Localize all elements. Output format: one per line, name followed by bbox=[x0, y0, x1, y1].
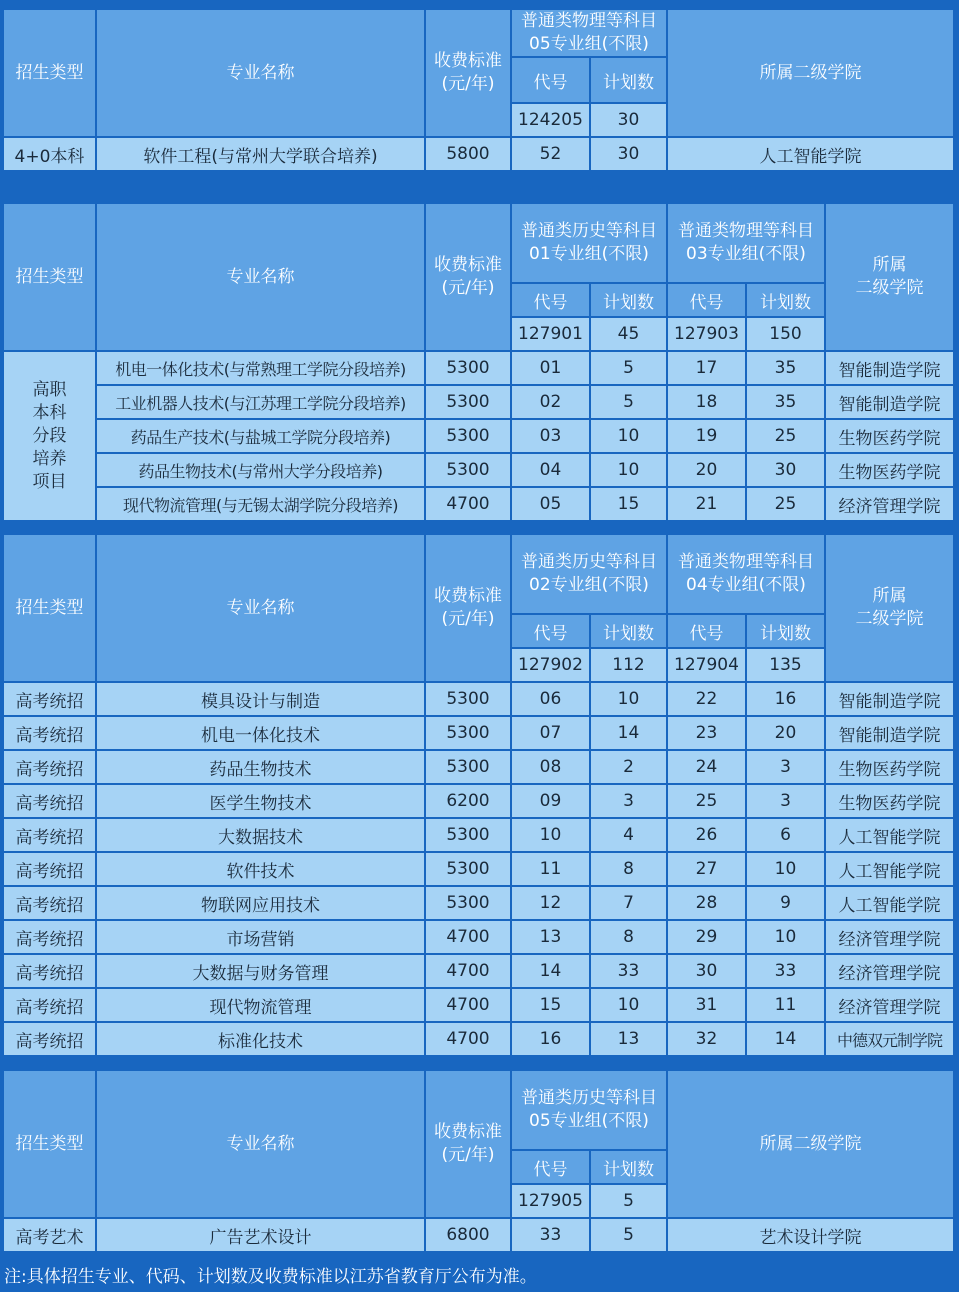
row-code: 27 bbox=[667, 852, 746, 886]
table-row bbox=[3, 385, 954, 419]
plan-table bbox=[2, 8, 955, 172]
row-fee: 5300 bbox=[425, 453, 511, 487]
row-plan: 30 bbox=[746, 453, 825, 487]
row-name: 药品生物技术(与常州大学分段培养) bbox=[96, 453, 425, 487]
row-name: 大数据与财务管理 bbox=[96, 954, 425, 988]
group-title: 普通类物理等科目 05专业组(不限) bbox=[511, 9, 667, 57]
row-plan: 9 bbox=[746, 886, 825, 920]
row-type: 高考统招 bbox=[3, 954, 96, 988]
table-row bbox=[3, 487, 954, 521]
row-plan: 3 bbox=[746, 784, 825, 818]
row-plan: 16 bbox=[746, 682, 825, 716]
table-row bbox=[3, 137, 954, 171]
row-code: 19 bbox=[667, 419, 746, 453]
row-code: 33 bbox=[511, 1218, 590, 1252]
row-fee: 5300 bbox=[425, 419, 511, 453]
row-plan: 10 bbox=[590, 988, 667, 1022]
row-fee: 6800 bbox=[425, 1218, 511, 1252]
row-type: 高考统招 bbox=[3, 920, 96, 954]
row-name: 广告艺术设计 bbox=[96, 1218, 425, 1252]
row-college: 智能制造学院 bbox=[825, 351, 954, 385]
row-college: 人工智能学院 bbox=[667, 137, 954, 171]
row-college: 经济管理学院 bbox=[825, 920, 954, 954]
row-plan: 5 bbox=[590, 351, 667, 385]
row-fee: 5800 bbox=[425, 137, 511, 171]
row-type: 高考统招 bbox=[3, 784, 96, 818]
row-plan: 3 bbox=[590, 784, 667, 818]
row-college: 经济管理学院 bbox=[825, 988, 954, 1022]
row-college: 经济管理学院 bbox=[825, 954, 954, 988]
group-code: 127902 bbox=[511, 648, 590, 682]
header-name: 专业名称 bbox=[96, 534, 425, 682]
row-plan: 33 bbox=[746, 954, 825, 988]
row-college: 生物医药学院 bbox=[825, 453, 954, 487]
row-name: 市场营销 bbox=[96, 920, 425, 954]
group-code: 127904 bbox=[667, 648, 746, 682]
row-plan: 35 bbox=[746, 385, 825, 419]
row-code: 05 bbox=[511, 487, 590, 521]
row-name: 药品生产技术(与盐城工学院分段培养) bbox=[96, 419, 425, 453]
row-code: 21 bbox=[667, 487, 746, 521]
table-row bbox=[3, 988, 954, 1022]
row-plan: 3 bbox=[746, 750, 825, 784]
table-row bbox=[3, 818, 954, 852]
row-type: 高考艺术 bbox=[3, 1218, 96, 1252]
row-code: 24 bbox=[667, 750, 746, 784]
table-row bbox=[3, 784, 954, 818]
header-plan: 计划数 bbox=[590, 614, 667, 648]
plan-table bbox=[2, 1069, 955, 1253]
row-plan: 5 bbox=[590, 385, 667, 419]
row-code: 11 bbox=[511, 852, 590, 886]
header-plan: 计划数 bbox=[590, 1150, 667, 1184]
table-row bbox=[3, 453, 954, 487]
row-fee: 4700 bbox=[425, 1022, 511, 1056]
table-row bbox=[3, 351, 954, 385]
row-college: 经济管理学院 bbox=[825, 487, 954, 521]
row-code: 02 bbox=[511, 385, 590, 419]
header-code: 代号 bbox=[511, 57, 590, 103]
row-name: 现代物流管理 bbox=[96, 988, 425, 1022]
row-name: 机电一体化技术 bbox=[96, 716, 425, 750]
row-college: 智能制造学院 bbox=[825, 385, 954, 419]
row-type: 高考统招 bbox=[3, 852, 96, 886]
row-code: 13 bbox=[511, 920, 590, 954]
row-plan: 10 bbox=[746, 852, 825, 886]
row-name: 软件工程(与常州大学联合培养) bbox=[96, 137, 425, 171]
group-plan: 150 bbox=[746, 317, 825, 351]
footnote: 注:具体招生专业、代码、计划数及收费标准以江苏省教育厅公布为准。 bbox=[4, 1267, 537, 1287]
row-type: 高职 本科 分段 培养 项目 bbox=[3, 351, 96, 521]
row-name: 大数据技术 bbox=[96, 818, 425, 852]
row-code: 20 bbox=[667, 453, 746, 487]
row-name: 物联网应用技术 bbox=[96, 886, 425, 920]
row-type: 高考统招 bbox=[3, 750, 96, 784]
group-code: 127905 bbox=[511, 1184, 590, 1218]
row-plan: 35 bbox=[746, 351, 825, 385]
row-type: 高考统招 bbox=[3, 1022, 96, 1056]
row-code: 22 bbox=[667, 682, 746, 716]
table-row bbox=[3, 886, 954, 920]
row-plan: 15 bbox=[590, 487, 667, 521]
row-fee: 5300 bbox=[425, 716, 511, 750]
row-code: 31 bbox=[667, 988, 746, 1022]
header-code: 代号 bbox=[667, 283, 746, 317]
row-plan: 8 bbox=[590, 852, 667, 886]
row-name: 标准化技术 bbox=[96, 1022, 425, 1056]
plan-table bbox=[2, 533, 955, 1057]
header-name: 专业名称 bbox=[96, 1070, 425, 1218]
row-college: 生物医药学院 bbox=[825, 419, 954, 453]
group-title: 普通类历史等科目 01专业组(不限) bbox=[511, 203, 667, 283]
row-name: 医学生物技术 bbox=[96, 784, 425, 818]
row-fee: 5300 bbox=[425, 385, 511, 419]
header-type: 招生类型 bbox=[3, 203, 96, 351]
header-fee: 收费标准 (元/年) bbox=[425, 203, 511, 351]
table-row bbox=[3, 682, 954, 716]
row-fee: 5300 bbox=[425, 750, 511, 784]
row-plan: 10 bbox=[590, 419, 667, 453]
row-fee: 4700 bbox=[425, 487, 511, 521]
row-plan: 25 bbox=[746, 487, 825, 521]
row-college: 生物医药学院 bbox=[825, 750, 954, 784]
row-plan: 10 bbox=[590, 453, 667, 487]
row-code: 10 bbox=[511, 818, 590, 852]
row-plan: 5 bbox=[590, 1218, 667, 1252]
group-title: 普通类物理等科目 04专业组(不限) bbox=[667, 534, 825, 614]
row-code: 32 bbox=[667, 1022, 746, 1056]
row-fee: 5300 bbox=[425, 852, 511, 886]
row-plan: 4 bbox=[590, 818, 667, 852]
row-plan: 7 bbox=[590, 886, 667, 920]
row-plan: 10 bbox=[590, 682, 667, 716]
row-code: 16 bbox=[511, 1022, 590, 1056]
row-code: 30 bbox=[667, 954, 746, 988]
row-code: 09 bbox=[511, 784, 590, 818]
group-title: 普通类历史等科目 05专业组(不限) bbox=[511, 1070, 667, 1150]
row-name: 软件技术 bbox=[96, 852, 425, 886]
row-type: 4+0本科 bbox=[3, 137, 96, 171]
row-fee: 5300 bbox=[425, 886, 511, 920]
row-name: 现代物流管理(与无锡太湖学院分段培养) bbox=[96, 487, 425, 521]
row-plan: 2 bbox=[590, 750, 667, 784]
group-code: 127901 bbox=[511, 317, 590, 351]
row-plan: 30 bbox=[590, 137, 667, 171]
header-plan: 计划数 bbox=[746, 283, 825, 317]
row-type: 高考统招 bbox=[3, 716, 96, 750]
table-row bbox=[3, 1218, 954, 1252]
row-fee: 5300 bbox=[425, 351, 511, 385]
row-code: 52 bbox=[511, 137, 590, 171]
row-college: 人工智能学院 bbox=[825, 818, 954, 852]
header-type: 招生类型 bbox=[3, 1070, 96, 1218]
table-row bbox=[3, 750, 954, 784]
row-plan: 11 bbox=[746, 988, 825, 1022]
row-type: 高考统招 bbox=[3, 818, 96, 852]
row-code: 12 bbox=[511, 886, 590, 920]
header-code: 代号 bbox=[511, 614, 590, 648]
table-row bbox=[3, 419, 954, 453]
table-row bbox=[3, 852, 954, 886]
row-plan: 20 bbox=[746, 716, 825, 750]
row-fee: 4700 bbox=[425, 988, 511, 1022]
row-code: 04 bbox=[511, 453, 590, 487]
row-code: 07 bbox=[511, 716, 590, 750]
table-row bbox=[3, 716, 954, 750]
row-plan: 14 bbox=[590, 716, 667, 750]
group-plan: 5 bbox=[590, 1184, 667, 1218]
header-college: 所属 二级学院 bbox=[825, 534, 954, 682]
plan-table bbox=[2, 202, 955, 522]
row-name: 工业机器人技术(与江苏理工学院分段培养) bbox=[96, 385, 425, 419]
row-name: 机电一体化技术(与常熟理工学院分段培养) bbox=[96, 351, 425, 385]
header-type: 招生类型 bbox=[3, 9, 96, 137]
group-plan: 135 bbox=[746, 648, 825, 682]
header-name: 专业名称 bbox=[96, 203, 425, 351]
table-row bbox=[3, 920, 954, 954]
group-code: 124205 bbox=[511, 103, 590, 137]
table-row bbox=[3, 954, 954, 988]
group-plan: 112 bbox=[590, 648, 667, 682]
header-fee: 收费标准 (元/年) bbox=[425, 9, 511, 137]
header-type: 招生类型 bbox=[3, 534, 96, 682]
row-name: 药品生物技术 bbox=[96, 750, 425, 784]
row-college: 智能制造学院 bbox=[825, 716, 954, 750]
header-name: 专业名称 bbox=[96, 9, 425, 137]
row-code: 26 bbox=[667, 818, 746, 852]
row-plan: 8 bbox=[590, 920, 667, 954]
row-plan: 10 bbox=[746, 920, 825, 954]
table-row bbox=[3, 1022, 954, 1056]
row-code: 15 bbox=[511, 988, 590, 1022]
row-college: 智能制造学院 bbox=[825, 682, 954, 716]
row-code: 03 bbox=[511, 419, 590, 453]
row-plan: 25 bbox=[746, 419, 825, 453]
row-code: 23 bbox=[667, 716, 746, 750]
row-fee: 5300 bbox=[425, 682, 511, 716]
row-plan: 33 bbox=[590, 954, 667, 988]
header-plan: 计划数 bbox=[590, 283, 667, 317]
row-code: 28 bbox=[667, 886, 746, 920]
header-college: 所属 二级学院 bbox=[825, 203, 954, 351]
row-code: 06 bbox=[511, 682, 590, 716]
row-code: 14 bbox=[511, 954, 590, 988]
group-plan: 30 bbox=[590, 103, 667, 137]
row-fee: 4700 bbox=[425, 954, 511, 988]
group-plan: 45 bbox=[590, 317, 667, 351]
row-plan: 13 bbox=[590, 1022, 667, 1056]
group-title: 普通类历史等科目 02专业组(不限) bbox=[511, 534, 667, 614]
row-type: 高考统招 bbox=[3, 886, 96, 920]
row-plan: 14 bbox=[746, 1022, 825, 1056]
header-plan: 计划数 bbox=[746, 614, 825, 648]
row-fee: 5300 bbox=[425, 818, 511, 852]
group-code: 127903 bbox=[667, 317, 746, 351]
row-code: 01 bbox=[511, 351, 590, 385]
header-college: 所属二级学院 bbox=[667, 1070, 954, 1218]
header-code: 代号 bbox=[511, 283, 590, 317]
header-fee: 收费标准 (元/年) bbox=[425, 534, 511, 682]
header-code: 代号 bbox=[511, 1150, 590, 1184]
row-code: 29 bbox=[667, 920, 746, 954]
group-title: 普通类物理等科目 03专业组(不限) bbox=[667, 203, 825, 283]
row-college: 人工智能学院 bbox=[825, 852, 954, 886]
row-name: 模具设计与制造 bbox=[96, 682, 425, 716]
row-code: 17 bbox=[667, 351, 746, 385]
row-college: 生物医药学院 bbox=[825, 784, 954, 818]
header-fee: 收费标准 (元/年) bbox=[425, 1070, 511, 1218]
row-type: 高考统招 bbox=[3, 682, 96, 716]
header-plan: 计划数 bbox=[590, 57, 667, 103]
row-plan: 6 bbox=[746, 818, 825, 852]
header-college: 所属二级学院 bbox=[667, 9, 954, 137]
row-fee: 6200 bbox=[425, 784, 511, 818]
row-college: 人工智能学院 bbox=[825, 886, 954, 920]
header-code: 代号 bbox=[667, 614, 746, 648]
row-type: 高考统招 bbox=[3, 988, 96, 1022]
row-fee: 4700 bbox=[425, 920, 511, 954]
row-code: 08 bbox=[511, 750, 590, 784]
row-college: 艺术设计学院 bbox=[667, 1218, 954, 1252]
row-college: 中德双元制学院 bbox=[825, 1022, 954, 1056]
row-code: 18 bbox=[667, 385, 746, 419]
row-code: 25 bbox=[667, 784, 746, 818]
